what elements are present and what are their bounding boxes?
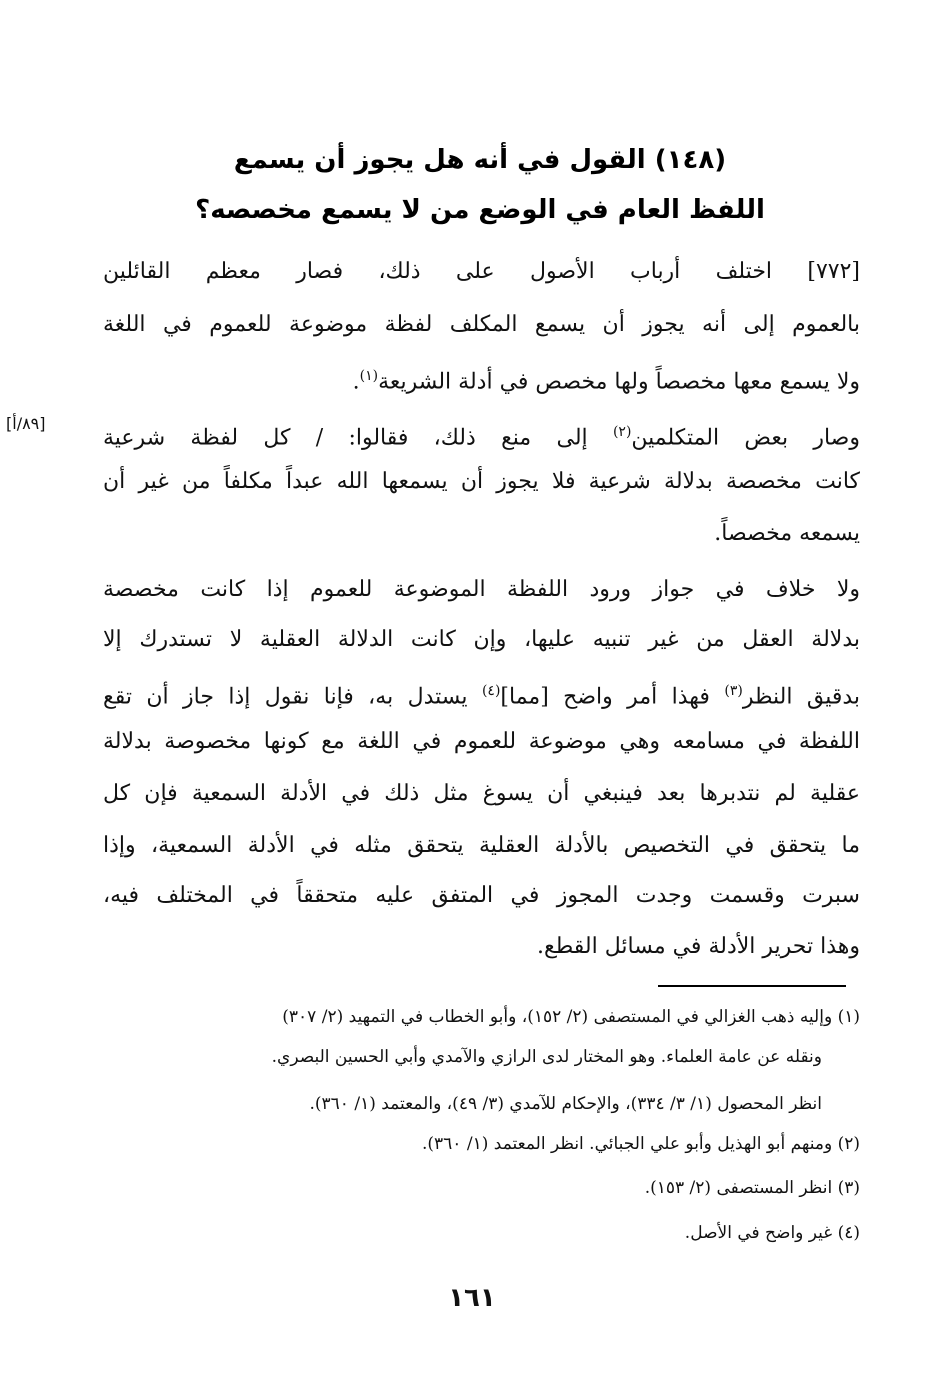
footnote-2: (٢) ومنهم أبو الهذيل وأبو علي الجبائي. انظر المعتمد (١/ ٣٦٠).: [422, 1134, 860, 1154]
paragraph-3-line-5: عقلية لم نتدبرها بعد فينبغي أن يسوغ مثل ذلك في الأدلة السمعية فإن كل: [103, 781, 860, 806]
footnote-3: (٣) انظر المستصفى (٢/ ١٥٣).: [644, 1178, 860, 1198]
footnote-1-line-2: ونقله عن عامة العلماء. وهو المختار لدى الرازي والآمدي وأبي الحسين البصري.: [271, 1047, 822, 1067]
paragraph-3-line-3-b: فهذا أمر واضح [مما]: [500, 684, 710, 710]
paragraph-3-line-3-a: بدقيق النظر: [742, 684, 860, 710]
page-number: ١٦١: [448, 1283, 496, 1313]
paragraph-3-line-3: [103, 671, 860, 711]
footnote-ref-2: (٢): [612, 424, 632, 440]
paragraph-3-line-2: بدلالة العقل من غير تنبيه عليها، وإن كانت الدلالة العقلية لا تستدرك إلا: [103, 627, 860, 652]
paragraph-3-line-7: سبرت وقسمت وجدت المجوز في المتفق عليه متحققاً في المختلف فيه،: [103, 883, 860, 908]
paragraph-2-line-2: كانت مخصصة بدلالة شرعية فلا يجوز أن يسمعها الله عبداً مكلفاً من غير أن: [103, 469, 860, 494]
paragraph-3-line-8: وهذا تحرير الأدلة في مسائل القطع.: [537, 934, 860, 959]
chapter-heading-line-1: (١٤٨) القول في أنه هل يجوز أن يسمع: [233, 145, 727, 175]
paragraph-1-line-2: بالعموم إلى أنه يجوز أن يسمع المكلف لفظة موضوعة للعموم في اللغة: [103, 312, 860, 337]
paragraph-1-line-1: [٧٧٢] اختلف أرباب الأصول على ذلك، فصار معظم القائلين: [103, 259, 860, 284]
paragraph-1-period: .: [352, 369, 360, 395]
paragraph-1-line-3-text: ولا يسمع معها مخصصاً ولها مخصص في أدلة الشريعة: [378, 369, 860, 395]
paragraph-3-line-4: اللفظة في مسامعه وهي موضوعة للعموم في اللغة مع كونها مخصوصة بدلالة: [103, 729, 860, 754]
footnote-1-line-3: انظر المحصول (١/ ٣/ ٣٣٤)، والإحكام للآمدي (٣/ ٤٩)، والمعتمد (١/ ٣٦٠).: [309, 1094, 822, 1114]
paragraph-2-line-1: [103, 412, 860, 452]
paragraph-3-line-3-c: يستدل به، فإنا نقول إذا جاز أن تقع: [103, 684, 468, 710]
footnote-separator: [658, 985, 846, 987]
paragraph-3-line-1: ولا خلاف في جواز ورود اللفظة الموضوعة للعموم إذا كانت مخصصة: [103, 577, 860, 602]
footnote-ref-1: (١): [359, 368, 379, 384]
footnote-4: (٤) غير واضح في الأصل.: [684, 1223, 860, 1243]
chapter-heading-line-2: اللفظ العام في الوضع من لا يسمع مخصصه؟: [195, 195, 765, 225]
paragraph-1-line-3: [103, 356, 860, 396]
footnote-1-line-1: (١) وإليه ذهب الغزالي في المستصفى (٢/ ١٥٢)، وأبو الخطاب في التمهيد (٢/ ٣٠٧): [282, 1007, 860, 1027]
footnote-ref-3: (٣): [724, 683, 743, 699]
paragraph-2-line-1-start: وصار بعض المتكلمين: [631, 425, 860, 451]
paragraph-3-line-6: ما يتحقق في التخصيص بالأدلة العقلية يتحقق مثله في الأدلة السمعية، وإذا: [103, 833, 860, 858]
manuscript-folio-marker: [٨٩/أ]: [6, 414, 46, 433]
paragraph-2-line-3: يسمعه مخصصاً.: [714, 521, 860, 546]
footnote-ref-4: (٤): [481, 683, 501, 699]
paragraph-2-line-1-end: إلى منع ذلك، فقالوا: / كل لفظة شرعية: [103, 425, 588, 451]
